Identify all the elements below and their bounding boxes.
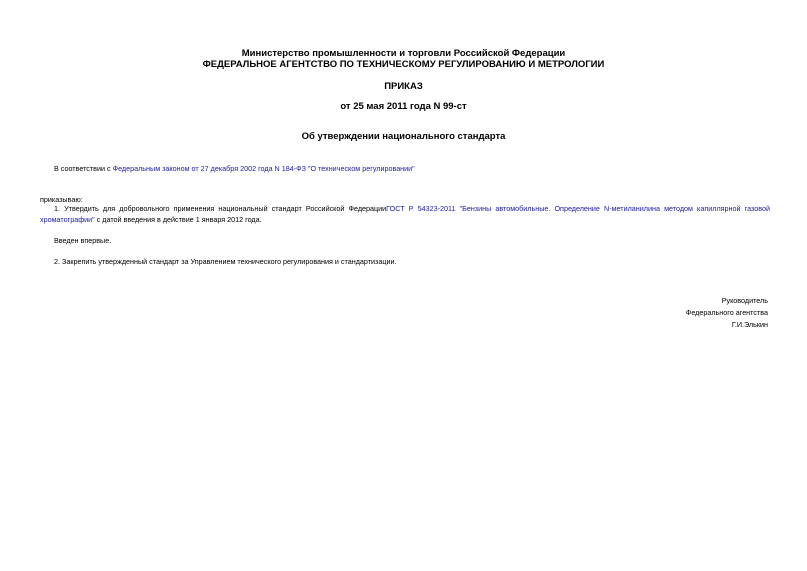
subject-heading: Об утверждении национального стандарта	[301, 131, 506, 142]
signature-name: Г.И.Элькин	[731, 320, 768, 329]
basis-prefix: В соответствии с	[54, 164, 113, 173]
date-number-heading: от 25 мая 2011 года N 99-ст	[340, 101, 467, 112]
signature-position-line-2: Федерального агентства	[685, 308, 768, 317]
item-1-suffix: с датой введения в действие 1 января 2012 года.	[94, 215, 262, 224]
order-word: приказываю:	[40, 195, 83, 204]
signature-position-line-1: Руководитель	[721, 296, 768, 305]
basis-paragraph	[40, 163, 770, 174]
item-1-prefix: 1. Утвердить для добровольного применения национальный стандарт Российской Федерации	[54, 204, 387, 213]
ministry-heading: Министерство промышленности и торговли Российской Федерации	[241, 48, 566, 59]
gost-standard-link[interactable]: ГОСТ Р 54323-2011 "Бензины автомобильные. Определение N-метиланилина методом капиллярной газовой хроматографии"	[40, 204, 770, 224]
item-2-paragraph: 2. Закрепить утвержденный стандарт за Управлением технического регулирования и стандартизации.	[54, 257, 397, 266]
federal-law-link[interactable]: Федеральным законом от 27 декабря 2002 года N 184-ФЗ "О техническом регулировании"	[112, 164, 415, 173]
document-type-heading: ПРИКАЗ	[384, 81, 423, 92]
introduced-first-note: Введен впервые.	[54, 236, 112, 245]
agency-heading: ФЕДЕРАЛЬНОЕ АГЕНТСТВО ПО ТЕХНИЧЕСКОМУ РЕГУЛИРОВАНИЮ И МЕТРОЛОГИИ	[202, 59, 605, 70]
item-1-paragraph	[40, 203, 770, 225]
